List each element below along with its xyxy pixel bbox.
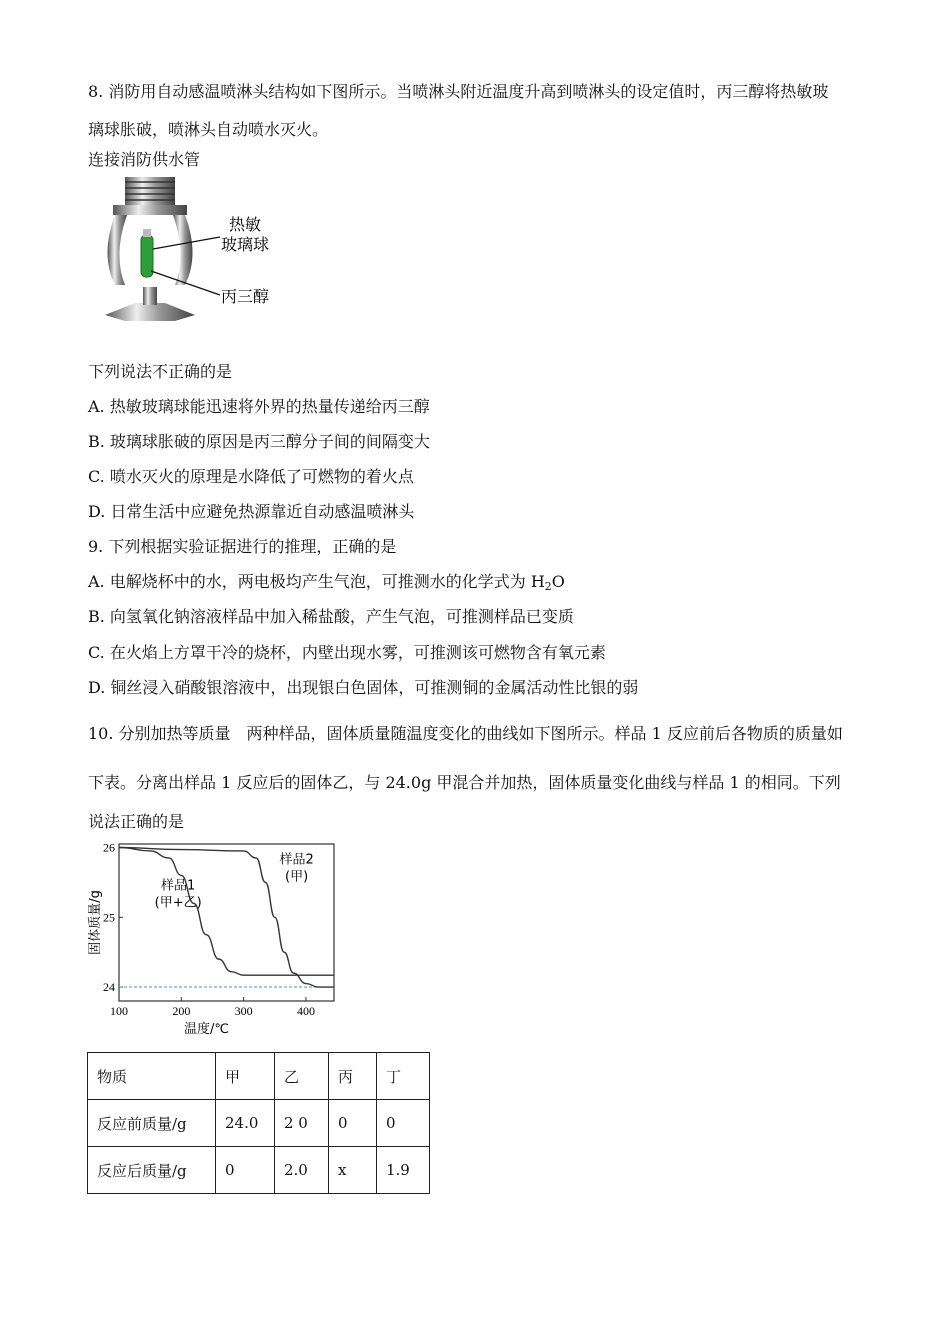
table-cell: x — [329, 1147, 377, 1194]
table-cell: 0 — [216, 1147, 275, 1194]
table-cell: 0 — [329, 1100, 377, 1147]
table-cell: 乙 — [275, 1053, 329, 1100]
table-row — [88, 1147, 430, 1194]
table-cell: 反应后质量/g — [88, 1147, 216, 1194]
q9-option-a: A. 电解烧杯中的水，两电极均产生气泡，可推测水的化学式为 $H_2O$ — [88, 572, 565, 593]
mass-table — [87, 1052, 430, 1194]
x-tick-label: 100 — [110, 1004, 128, 1018]
x-axis-label: 温度/℃ — [184, 1022, 229, 1037]
frame-arm-right — [173, 215, 193, 285]
q8-option-b: B. 玻璃球胀破的原因是丙三醇分子间的间隔变大 — [88, 432, 430, 451]
thread-connector — [113, 177, 187, 215]
q9-option-d: D. 铜丝浸入硝酸银溶液中，出现银白色固体，可推测铜的金属活动性比银的弱 — [88, 678, 639, 697]
table-cell: 反应前质量/g — [88, 1100, 216, 1147]
chart-labels — [155, 852, 314, 911]
q8-figure-caption: 连接消防供水管 — [88, 150, 201, 169]
q8-option-c: C. 喷水灭火的原理是水降低了可燃物的着火点 — [88, 467, 414, 486]
table-cell: 丁 — [377, 1053, 430, 1100]
deflector — [105, 303, 195, 321]
series-label-2: 样品2 — [279, 852, 314, 868]
q8-stem-line2: 璃球胀破，喷淋头自动喷水灭火。 — [88, 120, 329, 139]
table-cell: 0 — [377, 1100, 430, 1147]
y-axis-label: 固体质量/g — [88, 890, 103, 955]
table-row — [88, 1100, 430, 1147]
q8-option-d: D. 日常生活中应避免热源靠近自动感温喷淋头 — [88, 502, 415, 521]
subscript-2: 2 — [544, 580, 552, 593]
y-tick-label: 26 — [103, 840, 115, 855]
label-bulb-2: 玻璃球 — [221, 235, 270, 254]
table-cell: 甲 — [216, 1053, 275, 1100]
x-tick-label: 300 — [234, 1004, 253, 1018]
x-tick-label: 400 — [296, 1004, 315, 1018]
q8-prompt: 下列说法不正确的是 — [88, 362, 233, 381]
q9-stem: 9. 下列根据实验证据进行的推理，正确的是 — [88, 537, 397, 556]
mass-temperature-chart — [85, 835, 345, 1040]
table-header-row — [88, 1053, 430, 1100]
q10-stem-line3: 说法正确的是 — [88, 812, 185, 831]
label-bulb-1: 热敏 — [229, 215, 262, 234]
q9-option-c: C. 在火焰上方罩干冷的烧杯，内壁出现水雾，可推测该可燃物含有氧元素 — [88, 643, 606, 662]
table-cell: 1.9 — [377, 1147, 430, 1194]
frame-arm-left — [108, 215, 128, 285]
series-label-1: 样品1 — [161, 878, 196, 894]
table-cell: 2.0 — [275, 1147, 329, 1194]
table-cell: 丙 — [329, 1053, 377, 1100]
q8-stem-line1: 8. 消防用自动感温喷淋头结构如下图所示。当喷淋头附近温度升高到喷淋头的设定值时，丙三醇将热敏玻 — [88, 82, 829, 101]
table-cell: 24.0 — [216, 1100, 275, 1147]
series-sublabel-1: (甲+乙) — [154, 895, 202, 911]
q9-option-b: B. 向氢氧化钠溶液样品中加入稀盐酸，产生气泡，可推测样品已变质 — [88, 607, 574, 626]
q8-option-a: A. 热敏玻璃球能迅速将外界的热量传递给丙三醇 — [88, 397, 430, 416]
q10-stem-line2: 下表。分离出样品 1 反应后的固体乙，与 24.0g 甲混合并加热，固体质量变化曲线与样品 1 的相同。下列 — [88, 773, 841, 792]
series-sublabel-2: (甲) — [285, 869, 309, 885]
table-cell: 2 0 — [275, 1100, 329, 1147]
chart-series — [119, 847, 334, 987]
y-tick-label: 25 — [103, 910, 115, 925]
y-tick-label: 24 — [103, 980, 115, 995]
series-line-2 — [119, 847, 334, 987]
q10-stem-line1: 10. 分别加热等质量 两种样品，固体质量随温度变化的曲线如下图所示。样品 1 反应前后各物质的质量如 — [88, 724, 843, 743]
sprinkler-figure — [95, 175, 295, 330]
plot-frame — [119, 844, 334, 1001]
x-tick-label: 200 — [172, 1004, 191, 1018]
table-cell: 物质 — [88, 1053, 216, 1100]
label-glycerol: 丙三醇 — [221, 287, 270, 306]
